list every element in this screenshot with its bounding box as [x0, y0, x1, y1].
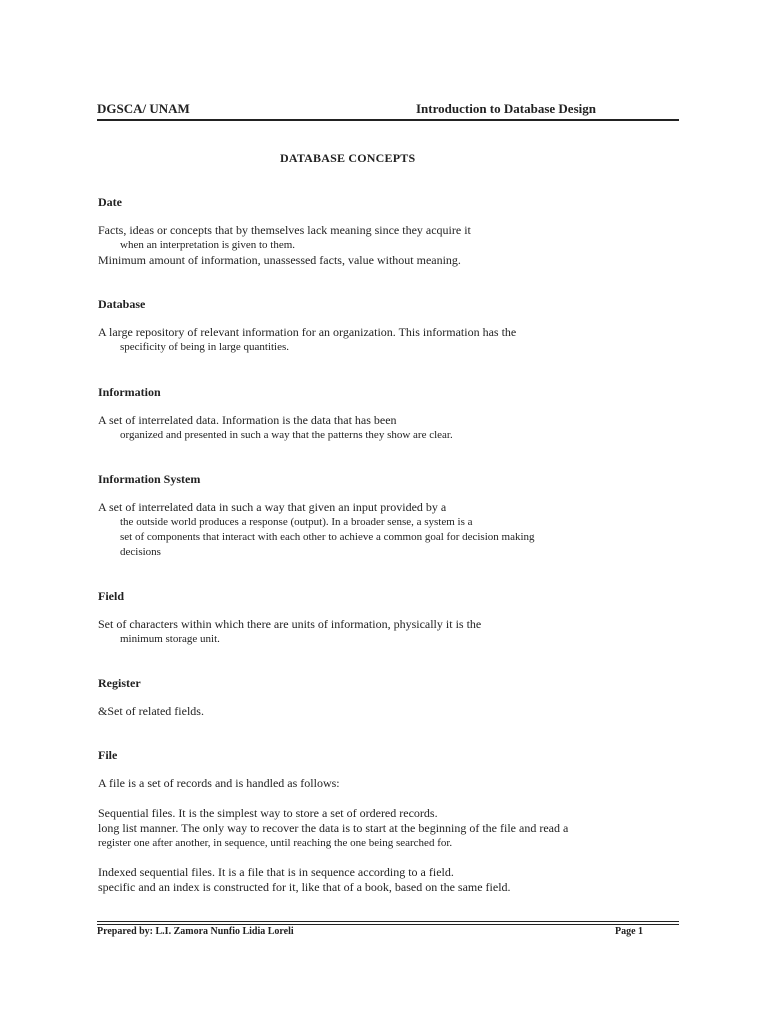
paragraph-line: register one after another, in sequence, until reaching the one being searched for.: [98, 837, 453, 849]
section-title-register: Register: [98, 676, 141, 690]
document-title: DATABASE CONCEPTS: [280, 151, 416, 165]
paragraph-line: when an interpretation is given to them.: [120, 239, 296, 251]
paragraph-line: Facts, ideas or concepts that by themselves lack meaning since they acquire it: [98, 223, 471, 237]
section-body-file-sequential: [98, 806, 569, 851]
paragraph-line: organized and presented in such a way that the patterns they show are clear.: [120, 429, 453, 441]
paragraph-line: minimum storage unit.: [120, 633, 220, 645]
section-title-database: Database: [98, 297, 146, 311]
section-body-file-indexed: [98, 865, 558, 895]
section-title-information-system: Information System: [98, 472, 201, 486]
section-body-information: [98, 413, 558, 443]
section-title-field: Field: [98, 589, 124, 603]
section-body-field: [98, 617, 558, 647]
footer-page-number: Page 1: [615, 926, 644, 937]
paragraph-line: A set of interrelated data. Information is the data that has been: [98, 413, 397, 427]
paragraph-line: A set of interrelated data in such a way that given an input provided by a: [98, 500, 447, 514]
paragraph-line: Sequential files. It is the simplest way to store a set of ordered records.: [98, 806, 438, 820]
section-title-file: File: [98, 748, 118, 762]
paragraph-line: long list manner. The only way to recover the data is to start at the beginning of the file and read a: [98, 821, 569, 835]
header-institution: DGSCA/ UNAM: [97, 101, 190, 116]
paragraph-line: Set of characters within which there are units of information, physically it is the: [98, 617, 482, 631]
footer-rule: [97, 924, 679, 925]
footer-author: Prepared by: L.I. Zamora Nunfio Lidia Loreli: [97, 926, 294, 937]
header-rule: [97, 119, 679, 121]
paragraph-line: specific and an index is constructed for it, like that of a book, based on the same field.: [98, 880, 511, 894]
paragraph-line: decisions: [120, 546, 161, 558]
paragraph-line: A file is a set of records and is handled as follows:: [98, 776, 340, 790]
paragraph-line: Minimum amount of information, unassessed facts, value without meaning.: [98, 253, 461, 267]
section-body-information-system: [98, 500, 558, 560]
section-body-file-intro: [98, 776, 558, 791]
paragraph-line: specificity of being in large quantities.: [120, 341, 290, 353]
section-body-date: [98, 223, 558, 268]
paragraph-line: the outside world produces a response (output). In a broader sense, a system is a: [120, 516, 473, 528]
section-title-date: Date: [98, 195, 122, 209]
paragraph-line: Indexed sequential files. It is a file that is in sequence according to a field.: [98, 865, 454, 879]
paragraph-line: set of components that interact with each other to achieve a common goal for decision making: [120, 531, 535, 543]
section-body-database: [98, 325, 558, 355]
paragraph-line: A large repository of relevant information for an organization. This information has the: [98, 325, 517, 339]
section-body-register: [98, 704, 558, 719]
footer-rule: [97, 921, 679, 922]
header-course-title: Introduction to Database Design: [416, 101, 596, 116]
paragraph-line: &Set of related fields.: [98, 704, 204, 718]
section-title-information: Information: [98, 385, 161, 399]
